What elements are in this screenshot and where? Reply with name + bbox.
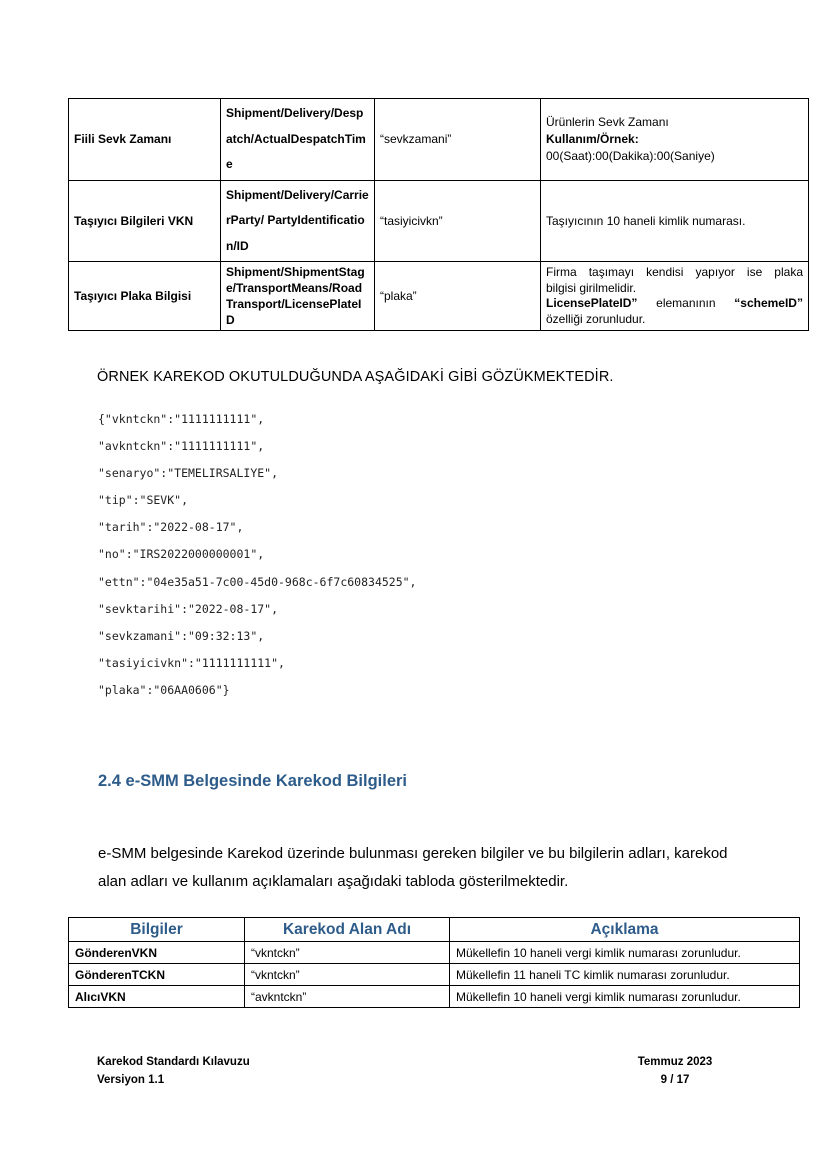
description-cell: Mükellefin 11 haneli TC kimlik numarası zorunludur. — [450, 964, 800, 986]
info-name: GönderenTCKN — [69, 964, 245, 986]
attribute-name: “schemeID” — [734, 296, 803, 310]
usage-example: 00(Saat):00(Dakika):00(Saniye) — [546, 148, 715, 163]
intro-paragraph: e-SMM belgesinde Karekod üzerinde bulunması gereken bilgiler ve bu bilgilerin adları, karekod alan adları ve kullanım açıklamaları aşağıdaki tabloda gösterilmektedir. — [98, 845, 728, 890]
page-number: 9 / 17 — [660, 1074, 690, 1086]
description-cell: Taşıyıcının 10 haneli kimlik numarası. — [541, 180, 809, 262]
document-date: Temmuz 2023 — [637, 1056, 713, 1068]
karekod-field-code: “tasiyicivkn” — [375, 180, 541, 262]
xml-path-cell — [221, 262, 375, 331]
code-line: {"vkntckn":"1111111111", — [98, 412, 265, 426]
xml-path: Shipment/Delivery/CarrierParty/ PartyIdentification/ID — [226, 187, 369, 253]
info-name: AlıcıVKN — [69, 986, 245, 1008]
karekod-field-code: “avkntckn” — [245, 986, 450, 1008]
karekod-field-code: “sevkzamani” — [375, 99, 541, 181]
column-header: Açıklama — [450, 918, 800, 942]
description-cell: Mükellefin 10 haneli vergi kimlik numarası zorunludur. — [450, 986, 800, 1008]
code-line: "no":"IRS2022000000001", — [98, 547, 265, 562]
description-line — [546, 296, 803, 312]
info-name: GönderenVKN — [69, 942, 245, 964]
footer-right — [620, 1053, 730, 1089]
description-cell — [541, 262, 809, 331]
table-row — [69, 180, 809, 262]
usage-label: Kullanım/Örnek: — [546, 131, 639, 146]
code-line: "avkntckn":"1111111111", — [98, 439, 265, 454]
element-name: LicensePlateID” — [546, 296, 638, 310]
document-title: Karekod Standardı Kılavuzu — [97, 1056, 250, 1068]
description-line: Ürünlerin Sevk Zamanı — [546, 114, 669, 129]
field-name: Taşıyıcı Bilgileri VKN — [69, 180, 221, 262]
code-line: "tip":"SEVK", — [98, 493, 189, 508]
example-heading: ÖRNEK KAREKOD OKUTULDUĞUNDA AŞAĞIDAKİ GİBİ GÖZÜKMEKTEDİR. — [97, 369, 614, 385]
esmm-karekod-table — [68, 917, 800, 1008]
code-line: "tasiyicivkn":"1111111111", — [98, 655, 285, 670]
column-header: Karekod Alan Adı — [245, 918, 450, 942]
description-text: elemanının — [656, 296, 716, 310]
code-line: "senaryo":"TEMELIRSALIYE", — [98, 466, 279, 481]
table-header-row — [69, 918, 800, 942]
description-line: özelliği zorunludur. — [546, 311, 646, 326]
karekod-field-code: “plaka” — [375, 262, 541, 331]
footer-left — [97, 1053, 250, 1089]
table-row — [69, 262, 809, 331]
table-row — [69, 964, 800, 986]
table-row — [69, 99, 809, 181]
xml-path: Shipment/Delivery/Despatch/ActualDespatchTime — [226, 106, 366, 171]
description-cell — [541, 99, 809, 181]
code-line: "plaka":"06AA0606"} — [98, 682, 230, 697]
xml-path-cell — [221, 180, 375, 262]
document-version: Versiyon 1.1 — [97, 1074, 165, 1086]
description-cell: Mükellefin 10 haneli vergi kimlik numarası zorunludur. — [450, 942, 800, 964]
description-line: Firma taşımayı kendisi yapıyor ise plaka — [546, 265, 803, 279]
qr-json-example — [98, 406, 417, 704]
code-line: "tarih":"2022-08-17", — [98, 520, 244, 535]
section-title: 2.4 e-SMM Belgesinde Karekod Bilgileri — [98, 772, 408, 790]
field-name: Taşıyıcı Plaka Bilgisi — [69, 262, 221, 331]
field-name: Fiili Sevk Zamanı — [69, 99, 221, 181]
code-line: "ettn":"04e35a51-7c00-45d0-968c-6f7c60834525", — [98, 574, 417, 589]
table-row — [69, 942, 800, 964]
column-header: Bilgiler — [69, 918, 245, 942]
xml-path-cell — [221, 99, 375, 181]
code-line: "sevktarihi":"2022-08-17", — [98, 601, 279, 616]
description-line: bilgisi girilmelidir. — [546, 280, 637, 295]
xml-path: Shipment/ShipmentStage/TransportMeans/RoadTransport/LicensePlateID — [226, 265, 365, 327]
karekod-field-code: “vkntckn” — [245, 964, 450, 986]
karekod-field-code: “vkntckn” — [245, 942, 450, 964]
table-row — [69, 986, 800, 1008]
field-definition-table — [68, 98, 809, 331]
code-line: "sevkzamani":"09:32:13", — [98, 628, 265, 643]
